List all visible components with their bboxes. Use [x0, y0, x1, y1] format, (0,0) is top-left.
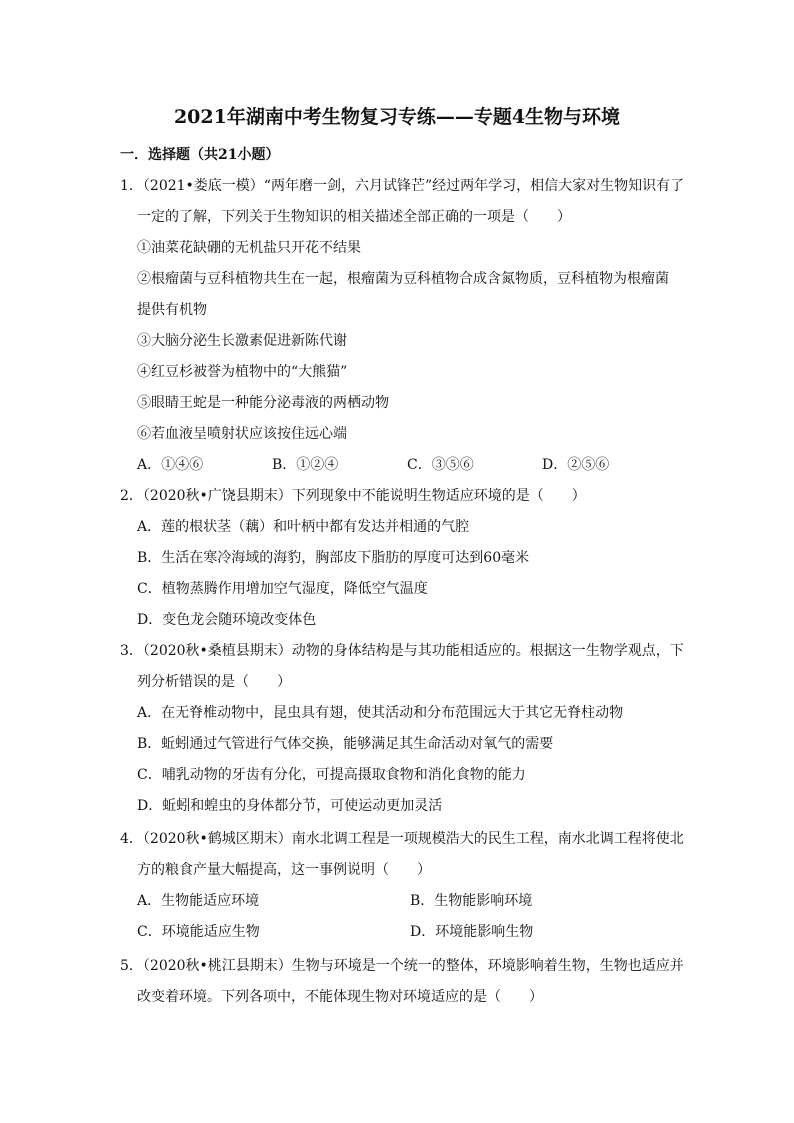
q1-stem-line1: 1．（2021•娄底一模）“两年磨一剑，六月试锋芒”经过两年学习，相信大家对生物知识有了 — [120, 178, 685, 194]
q1-option-d: D．②⑤⑥ — [542, 457, 610, 473]
q2-stem-line1: 2．（2020秋•广饶县期末）下列现象中不能说明生物适应环境的是（ ） — [120, 488, 586, 504]
q2-option-d: D．变色龙会随环境改变体色 — [137, 612, 317, 628]
q2-option-c: C．植物蒸腾作用增加空气湿度，降低空气温度 — [137, 581, 428, 597]
q1-stem-line2: 一定的了解，下列关于生物知识的相关描述全部正确的一项是（ ） — [137, 209, 571, 225]
q1-statement-2-line2: 提供有机物 — [137, 302, 207, 318]
q1-option-a: A．①④⑥ — [137, 457, 204, 473]
q3-option-d: D．蚯蚓和蝗虫的身体都分节，可使运动更加灵活 — [137, 798, 443, 814]
q3-stem-line1: 3．（2020秋•桑植县期末）动物的身体结构是与其功能相适应的。根据这一生物学观点，下 — [120, 643, 684, 659]
q1-statement-3: ③大脑分泌生长激素促进新陈代谢 — [137, 333, 347, 349]
q4-stem-line2: 方的粮食产量大幅提高，这一事例说明（ ） — [137, 862, 431, 878]
q1-option-b: B．①②④ — [272, 457, 339, 473]
q1-statement-6: ⑥若血液呈喷射状应该按住远心端 — [137, 426, 347, 442]
q3-option-a: A．在无脊椎动物中，昆虫具有翅，使其活动和分布范围远大于其它无脊柱动物 — [137, 705, 624, 721]
q2-option-b: B．生活在寒冷海域的海豹，胸部皮下脂肪的厚度可达到60毫米 — [137, 550, 530, 566]
page-title: 2021年湖南中考生物复习专练——专题4生物与环境 — [173, 106, 621, 128]
q3-option-b: B．蚯蚓通过气管进行气体交换，能够满足其生命活动对氧气的需要 — [137, 736, 554, 752]
q4-option-a: A．生物能适应环境 — [137, 893, 260, 909]
q4-option-b: B．生物能影响环境 — [410, 893, 533, 909]
q3-stem-line2: 列分析错误的是（ ） — [137, 674, 291, 690]
q1-statement-2-line1: ②根瘤菌与豆科植物共生在一起，根瘤菌为豆科植物合成含氮物质，豆科植物为根瘤菌 — [137, 271, 669, 287]
q1-statement-4: ④红豆杉被誉为植物中的“大熊猫” — [137, 364, 348, 380]
q1-option-c: C．③⑤⑥ — [407, 457, 474, 473]
q1-statement-1: ①油菜花缺硼的无机盐只开花不结果 — [137, 240, 361, 256]
q2-option-a: A．莲的根状茎（藕）和叶柄中都有发达并相通的气腔 — [137, 519, 470, 535]
q5-stem-line1: 5．（2020秋•桃江县期末）生物与环境是一个统一的整体，环境影响着生物，生物也适应并 — [120, 958, 684, 974]
q1-statement-5: ⑤眼睛王蛇是一种能分泌毒液的两栖动物 — [137, 395, 389, 411]
q4-option-d: D．环境能影响生物 — [410, 924, 534, 940]
q1-options — [137, 454, 677, 476]
q3-option-c: C．哺乳动物的牙齿有分化，可提高摄取食物和消化食物的能力 — [137, 767, 526, 783]
section-heading: 一．选择题（共21小题） — [120, 147, 280, 163]
q4-option-c: C．环境能适应生物 — [137, 924, 260, 940]
q4-stem-line1: 4．（2020秋•鹤城区期末）南水北调工程是一项规模浩大的民生工程，南水北调工程将使北 — [120, 831, 684, 847]
q5-stem-line2: 改变着环境。下列各项中，不能体现生物对环境适应的是（ ） — [137, 989, 543, 1005]
